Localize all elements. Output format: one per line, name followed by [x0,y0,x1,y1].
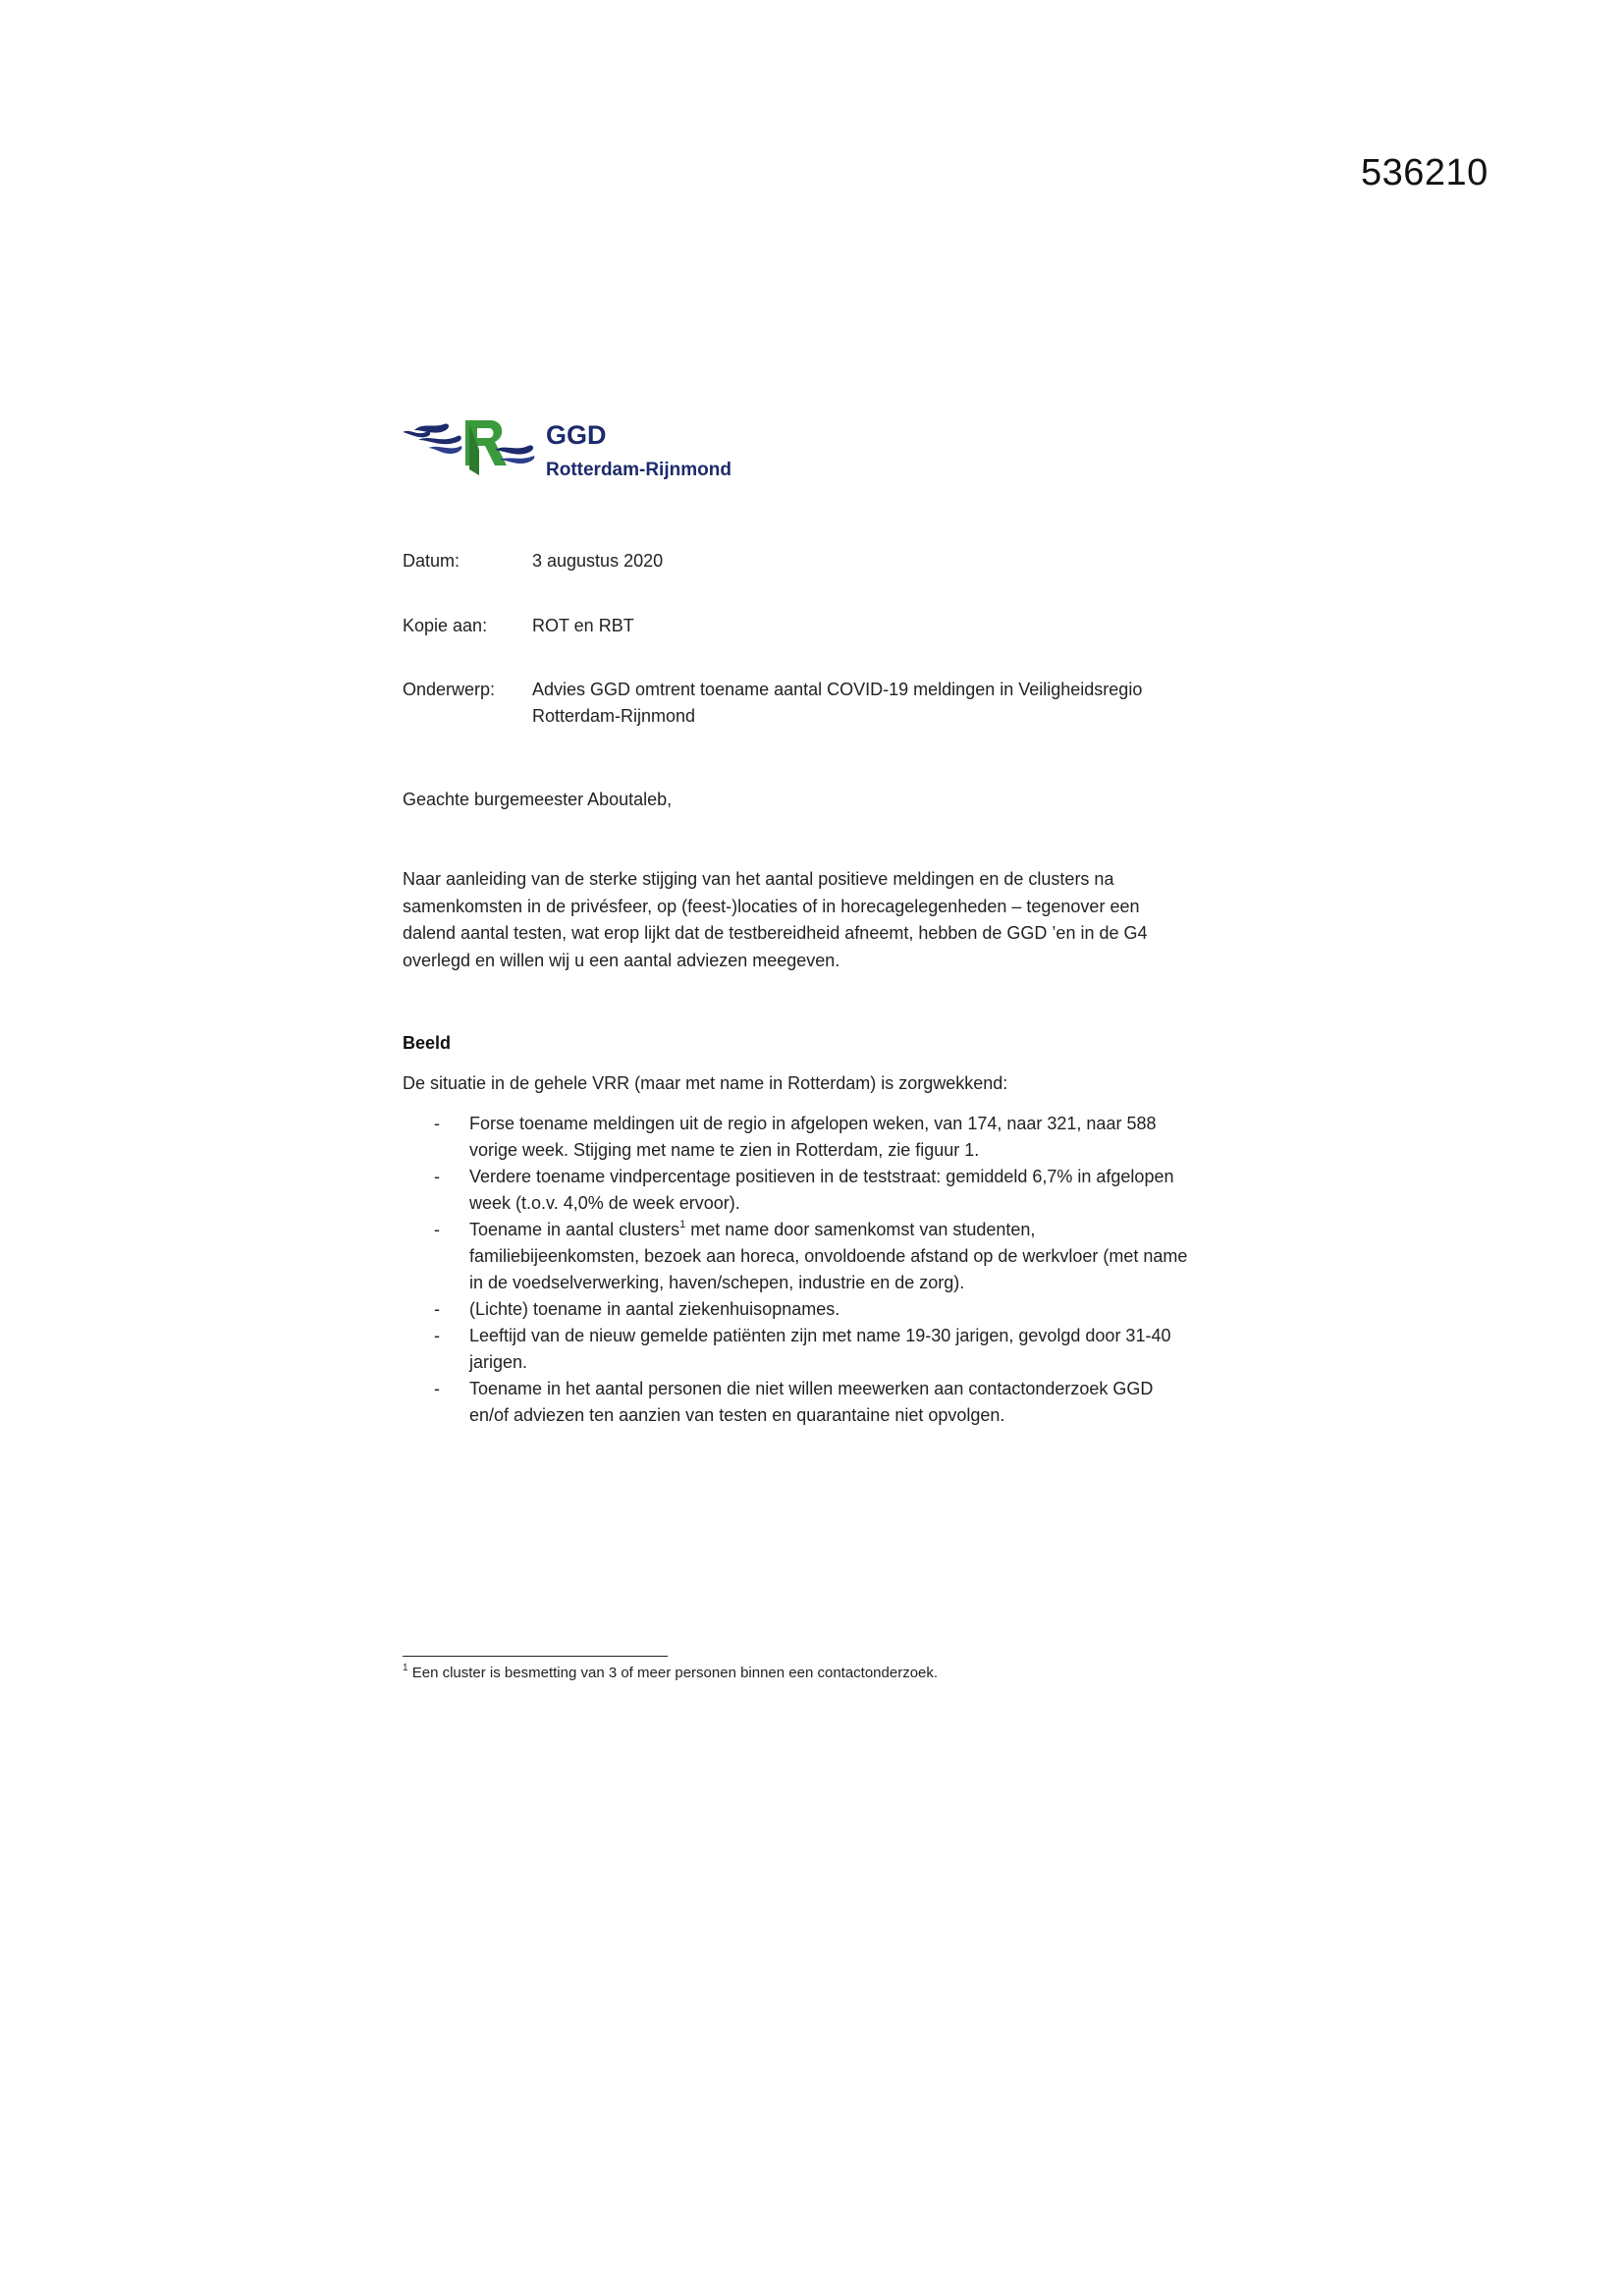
bullet-1-line-2: vorige week. Stijging met name te zien in Rotterdam, zie figuur 1. [469,1140,980,1160]
onderwerp-line-2: Rotterdam-Rijnmond [532,706,696,726]
bullet-3-line-2: familiebijeenkomsten, bezoek aan horeca, onvoldoende afstand op de werkvloer (met name [469,1246,1188,1266]
document-number: 536210 [1361,152,1489,193]
salutation: Geachte burgemeester Aboutaleb, [403,790,673,809]
logo-region-text: Rotterdam-Rijnmond [546,460,731,480]
footnote-marker: 1 [403,1663,408,1673]
meta-datum-row [403,548,1247,577]
intro-line-1: Naar aanleiding van de sterke stijging van het aantal positieve meldingen en de clusters na [403,869,1114,889]
onderwerp-label: Onderwerp: [403,680,496,699]
list-item [403,1323,1237,1376]
list-item [403,1111,1237,1164]
bullet-6-line-1: Toename in het aantal personen die niet willen meewerken aan contactonderzoek GGD [469,1379,1154,1398]
bullet-4-line-1: (Lichte) toename in aantal ziekenhuisopnames. [469,1299,840,1319]
ggd-logo [401,410,754,489]
logo-ggd-text: GGD [546,420,607,450]
meta-onderwerp-row [403,677,1247,736]
onderwerp-value [532,677,1219,730]
bullet-dash: - [434,1220,440,1239]
bullet-3-line-3: in de voedselverwerking, haven/schepen, industrie en de zorg). [469,1273,965,1292]
bullet-1-line-1: Forse toename meldingen uit de regio in afgelopen weken, van 174, naar 321, naar 588 [469,1114,1157,1133]
bullet-5-line-1: Leeftijd van de nieuw gemelde patiënten zijn met name 19-30 jarigen, gevolgd door 31-40 [469,1326,1171,1345]
intro-paragraph [403,866,1218,974]
bullet-3-line-1b: met name door samenkomst van studenten, [685,1220,1036,1239]
intro-line-2: samenkomsten in de privésfeer, op (feest-)locaties of in horecagelegenheden – tegenover een [403,896,1140,916]
bullet-dash: - [434,1114,440,1133]
list-item [403,1217,1237,1296]
section-heading: Beeld [403,1033,452,1053]
footnote [403,1663,938,1684]
datum-value: 3 augustus 2020 [532,551,664,571]
bullet-6-line-2: en/of adviezen ten aanzien van testen en quarantaine niet opvolgen. [469,1405,1005,1425]
bullet-2-line-1: Verdere toename vindpercentage positieven in de teststraat: gemiddeld 6,7% in afgelopen [469,1167,1174,1186]
footnote-ref: 1 [679,1219,686,1230]
bullet-dash: - [434,1299,440,1319]
bullet-5-line-2: jarigen. [469,1352,528,1372]
footnote-text: Een cluster is besmetting van 3 of meer personen binnen een contactonderzoek. [407,1665,939,1681]
kopie-value: ROT en RBT [532,616,634,635]
datum-label: Datum: [403,551,460,571]
kopie-label: Kopie aan: [403,616,488,635]
bullet-3-line-1a: Toename in aantal clusters [469,1220,680,1239]
section-lead: De situatie in de gehele VRR (maar met name in Rotterdam) is zorgwekkend: [403,1073,1008,1093]
bullet-dash: - [434,1379,440,1398]
intro-line-4: overlegd en willen wij u een aantal adviezen meegeven. [403,950,840,970]
list-item [403,1376,1237,1429]
meta-kopie-row [403,613,1247,642]
footnote-divider [403,1656,668,1657]
bullet-list [403,1111,1237,1429]
bullet-2-line-2: week (t.o.v. 4,0% de week ervoor). [469,1193,740,1213]
bullet-dash: - [434,1167,440,1186]
ggd-emblem-icon [401,410,538,489]
bullet-dash: - [434,1326,440,1345]
list-item [403,1296,1237,1323]
list-item [403,1164,1237,1217]
onderwerp-line-1: Advies GGD omtrent toename aantal COVID-19 meldingen in Veiligheidsregio [532,680,1143,699]
intro-line-3: dalend aantal testen, wat erop lijkt dat de testbereidheid afneemt, hebben de GGD ’en in de G4 [403,923,1148,943]
